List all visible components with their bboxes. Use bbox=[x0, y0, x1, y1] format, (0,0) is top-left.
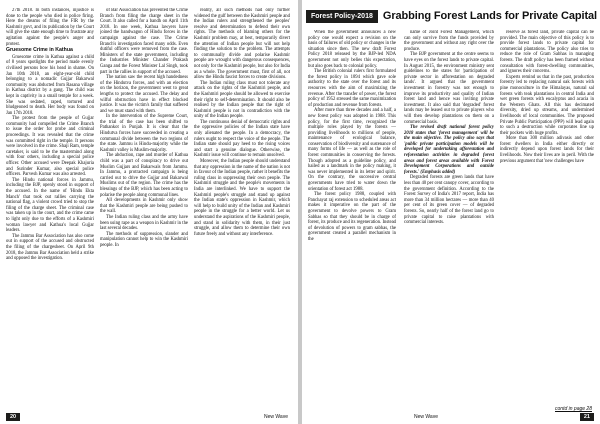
footer-title: New Wave bbox=[264, 414, 288, 420]
paragraph: All developments in Kashmir only show that the Kashmiri people are being pushed to the wall. bbox=[100, 198, 188, 215]
right-column-2 bbox=[404, 30, 494, 406]
paragraph: The revised draft national forest policy 2018 states that 'forest management' will be the main objective. The policy also says that 'public private participation models will be developed for undertaking afforestation and reforestation activities in degraded forest areas and forest areas available with Forest Development Corporations and outside forests.' (Emphasis added) bbox=[404, 125, 494, 175]
paragraph: The BJP government at the centre seems to have eyes on the forest lands to private capital. In August 2015, the environment ministry sent guidelines to the states for 'participation of private sector in afforestation on degraded lands'. It argued that the government investment in forestry was not enough to improve its productivity and quality of Indian forest land and hence was inviting private investment. It also said that 'degraded' forest lands may be leased out to private players who will then develop plantations on them on a commercial basis. bbox=[404, 52, 494, 125]
paragraph: The Jammu Bar Association has also come out in support of the accused and obstructed the filing of the chargesheet. On April 9th 2018, the Jammu Bar Association held a strike and opposed the investigation. bbox=[6, 233, 94, 262]
continued-link[interactable]: contd in page 28 bbox=[555, 406, 592, 412]
paragraph: reserve as forest land, private capital can be provided. The main objective of this policy is to provide forest lands to private capital for commercial plantations. The policy also tries to reduce the role of Gram Sabhas in managing forests. The draft policy has been framed without consultation with forest-dwelling communities, and ignores their concerns. bbox=[500, 30, 594, 75]
paragraph: Gruesome crime in Kathua against a child of 8 years spotlights the period made evenly civilised persons bow his head in shame. On Jan 10th 2018, an eight-year-old child belonging to a nomadic Gujjar Bakarwal community was abducted from Rasana village in Kathua district by a gang. The child was kept in captivity in a small temple for a week. She was sedated, raped, tortured and bludgeoned to death. Her body was found on Jan 17th 2018. bbox=[6, 54, 94, 116]
paragraph: When the government announces a new policy one would expect a revision on the basis of failures of old policy or changes in the situation since then. The new draft Forest Policy 2018 released by the BJP-led NDA government not only belies this expectation, but also goes back to colonial policy. bbox=[308, 30, 396, 69]
paragraph: name of Joint Forest Management, which can only survive from the funds provided by the government and without any right over the produce. bbox=[404, 30, 494, 52]
left-column-2 bbox=[100, 8, 188, 406]
right-page bbox=[302, 0, 600, 424]
subheading: Gruesome Crime in Kathua bbox=[6, 47, 73, 54]
paragraph: The continuous denial of democratic rights and the oppressive policies of the Indian state have only alienated the people. In a democracy, the rulers ought to respect the voice of the people. The Indian state should pay heed to the rising voices and start a genuine dialogue. Otherwise, the Kashmir issue will continue to remain unsolved. bbox=[194, 119, 290, 159]
paragraph: The forest policy 1988, coupled with Panchayat raj extension to scheduled areas act makes it imperative on the part of the government to devolve powers to Gram Sabhas so that they should be in charge of forest, its produce and its regeneration. Instead of devolution of powers to gram sabhas, the government created a parallel mechanism in the bbox=[308, 192, 396, 242]
section-tag: Forest Policy-2018 bbox=[306, 10, 378, 23]
paragraph: The abduction, rape and murder of Kathua child was a part of conspiracy to drive out Muslim Gujjars and Bakarwals from Jammu. In Jammu, a protracted campaign is being carried out to drive the Gujjar and Bakarwal Muslims out of the region. The crime has the blessings of the BJP, which has been acting to polarise the people along communal lines. bbox=[100, 153, 188, 198]
paragraph: After more than three decades and a half, a new forest policy was adopted in 1988. This policy, for the first time, recognized the multiple roles played by the forests — providing livelihoods to millions of people, maintenance of ecological balance, conservation of biodiversity and sustenance of many forms of life — as well as the role of forest communities in conserving the forests. Though adopted as a guideline policy, and hailed as a landmark in the policy making, it was never implemented in its letter and spirit. On the contrary, the successive central governments have tried to water down the orientation of forest act 1988. bbox=[308, 108, 396, 192]
paragraph: 27th 2018. In both instances, injustice is done to the people who died in police firing. Here the dreams of filing the FIR by the Kashmir govt, and its publication by the Court will give the state enough time to frustrate any agitation against the people's anger and protest. bbox=[6, 8, 94, 47]
paragraph: Moreover, the Indian people should understand that any oppression in the name of the nation is not in favour of the Indian people, rather it benefits the ruling class in suppressing their own people. The Kashmiri struggle and the people's movements in India are interlinked. We have to support the Kashmiri people's struggle and stand up against the Indian state's oppression in Kashmir, which will help to build unity of the Indian and Kashmiri people in the struggle for a better world. Let us understand the aspirations of the Kashmiri people, and stand in solidarity with them, in their just struggle, and allow them to determine their own future freely and without any interference. bbox=[194, 159, 290, 237]
paragraph: In the intervention of the Supreme Court, the trial of the case has been shifted to Pathankot in Punjab. It is clear that the Hindutva forces have succeeded in creating a communal divide between the two regions of the state. Jammu is Hindu-majority while the Kashmir valley is Muslim-majority. bbox=[100, 114, 188, 153]
left-column-1 bbox=[6, 8, 94, 406]
paragraph: The Indian ruling class must not tolerate any attack on the rights of the Kashmiri people, and the Kashmiri people should be allowed to exercise their right to self-determination. It should also be realised by the Indian people that the right of Kashmiri people is not in contradiction with the unity of the Indian people. bbox=[194, 80, 290, 120]
article-header bbox=[306, 8, 596, 24]
paragraph: reality, all such methods had only further widened the gulf between the Kashmiri people and the Indian rulers and strengthened the peoples' resolve and determination to defend their own rights. The methods of blaming others for the Kashmir problem may, at best, temporarily divert the attention of Indian people but will not help finding the solution to the problem. The attempts to communally divide and polarise Kashmir people are wrought with dangerous consequences, not only for the Kashmiri people, but also for India as a whole. The government must, first of all, not allow the Hindu fascist forces to create divisions. bbox=[194, 8, 290, 81]
paragraph: Experts remind us that in the past, production forestry led to replacing natural oak forests with pine monoculture in the Himalayas, natural sal forests with teak plantations in central India and wet green forests with eucalyptus and acacia in the Western Ghats. All this has decimated diversity, dried up streams, and undermined livelihoods of local communities. The proposed Private Public Participation (PPP) will lead again to such a destruction while corporates line up their pockets with huge profits. bbox=[500, 74, 594, 136]
paragraph: More than 300 million adivasis and other forest dwellers in India either directly or indirectly depend upon forest lands for their livelihoods. Now their lives are in peril. With the previous argument that 'new challenges have bbox=[500, 136, 594, 164]
paragraph: The British colonial rulers first formulated the forest policy in 1894 which gave sole authority to the state over the forest and its resources with the aim of maximizing the revenue. After the transfer of power, the forest policy of 1952 stressed the same maximization of production and revenue from forests. bbox=[308, 69, 396, 108]
right-column-1 bbox=[308, 30, 396, 406]
paragraph: The Hindu national forces in Jammu, including the BJP, openly stood in support of the accused. In the name of 'Hindu Ekta Manch' that took out rallies carrying the national flag, a violent crowd tried to stop the filing of the charge sheet. The criminal case was taken up in the court, and the crime came to light only due to the efforts of a Kashmiri woman lawyer and Kathua's local Gujjar leaders. bbox=[6, 177, 94, 234]
headline: Grabbing Forest Lands for Private Capital bbox=[382, 10, 597, 22]
page-number: 20 bbox=[6, 413, 20, 421]
right-column-3 bbox=[500, 30, 594, 406]
left-column-3 bbox=[194, 8, 290, 406]
paragraph: The Indian ruling class and the army have been using rape as a weapon in Kashmir in the last several decades. bbox=[100, 214, 188, 232]
paragraph: of Bar Association has prevented the Crime Branch from filing the charge sheet in the Court. It also called for a bandh on April 11th 2018. In one week, Kathua lawyers have joined the bandwagon of Hindu forces in the campaign against the case. The Crime Branch's investigation faced many odds. Even dutiful officers were removed from the case. Ministers of the state government, including the Industries Minister Chander Prakash Ganga and the Forest Minister Lal Singh, took part in the rallies in support of the accused. bbox=[100, 8, 188, 75]
page-number: 21 bbox=[580, 413, 594, 421]
paragraph: The methods of suppression, slander and manipulation cannot help to win the Kashmiri people. In bbox=[100, 231, 188, 248]
left-page bbox=[0, 0, 298, 424]
paragraph: Degraded forests are green lands that have less than 40 per cent canopy cover, according to the government definition. According to the Forest Survey of India's 2017 report, India has more than 34 million hectares — more than 40 per cent of its green cover — of degraded forests. So, nearly half of the forest land go to private capital to raise plantations with commercial interests. bbox=[404, 175, 494, 226]
paragraph: The protest from the people of Gujjar community had compelled the Crime Branch to issue the order for probe and criminal proceedings. It was revealed that the crime was committed right in the temple. It persons were involved in the crime. Shaji Ram, temple caretaker, is said to be the mastermind along with four others, including a special police officer. Other accused were Deepak Khajuria and Surinder Kumar, also special police officers. Parvesh Kumar was also arrested. bbox=[6, 116, 94, 178]
footer-title: New Wave bbox=[414, 414, 438, 420]
paragraph: The nation saw the recent high handedness of the Hindutva forces, and with an election on the horizon, the government went to great lengths to protect the accused. The delay and wilful obstruction have in effect blocked justice. It was the victim's family that suffered and we must stand with them. bbox=[100, 75, 188, 114]
